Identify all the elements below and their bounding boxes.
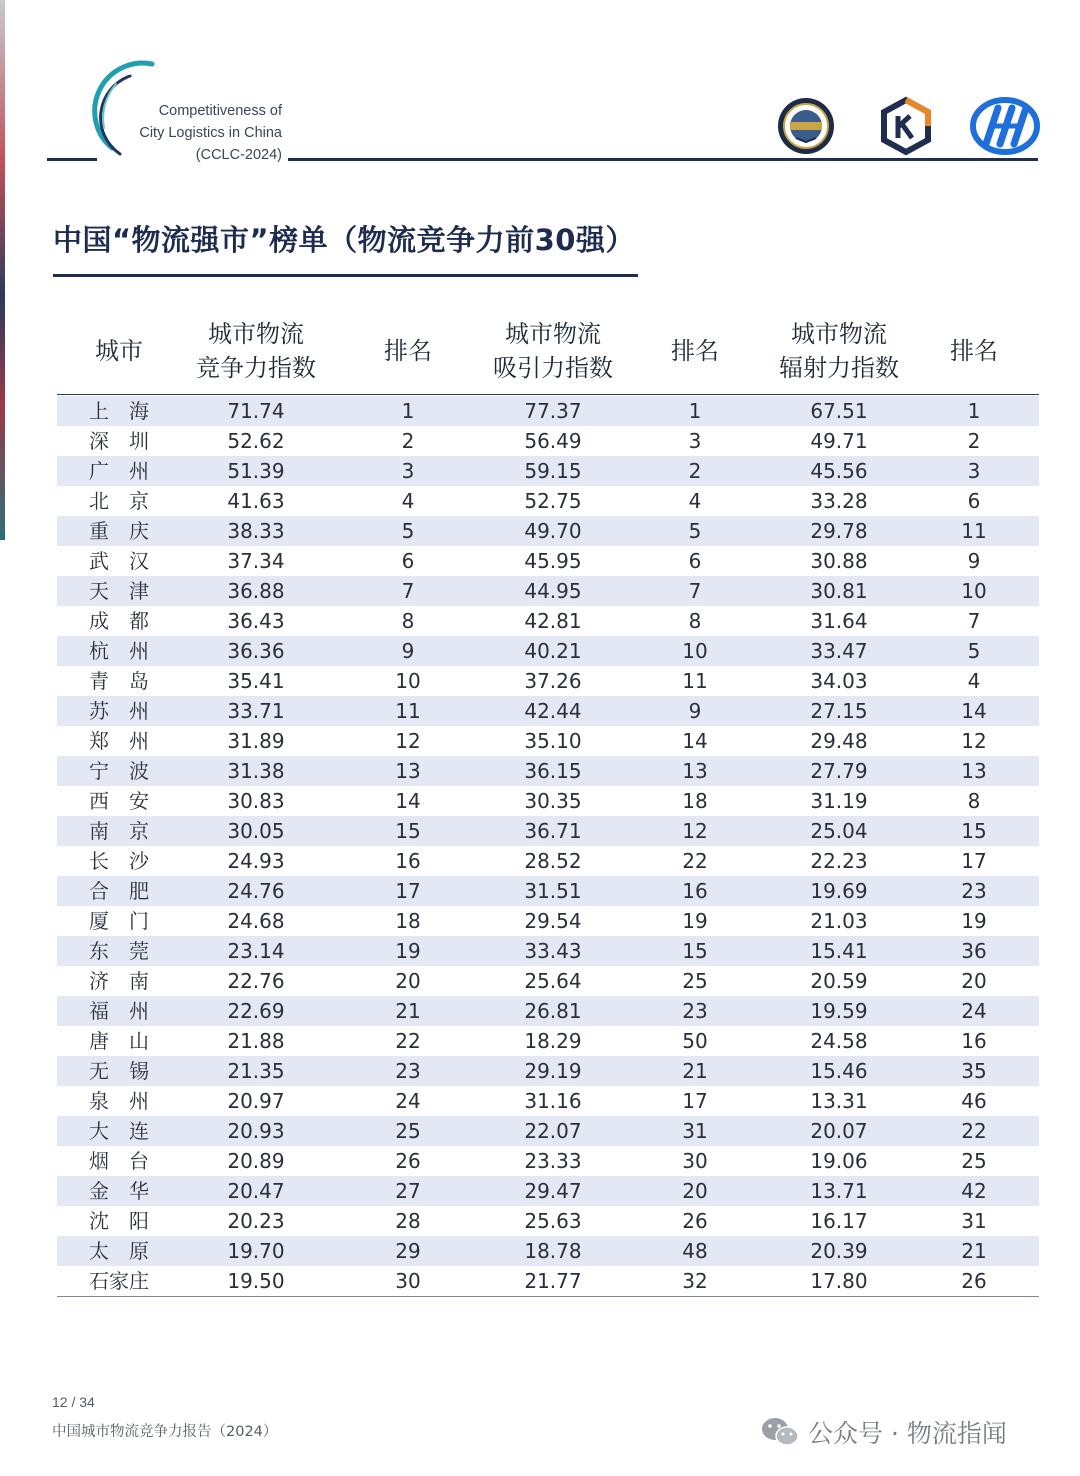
cell-rank-2: 20 <box>682 1179 708 1203</box>
cell-attraction: 56.49 <box>524 429 582 453</box>
cell-rank-3: 36 <box>961 939 987 963</box>
cell-city: 济 南 <box>89 969 149 993</box>
cell-rank-1: 23 <box>395 1059 421 1083</box>
cell-competitiveness: 41.63 <box>227 489 285 513</box>
cell-competitiveness: 20.97 <box>227 1089 285 1113</box>
cell-attraction: 25.63 <box>524 1209 582 1233</box>
hexagon-kj-logo <box>876 96 936 156</box>
round-seal-logo <box>776 96 836 156</box>
title-underline <box>53 274 638 277</box>
cell-city: 武 汉 <box>89 549 149 573</box>
cell-attraction: 29.54 <box>524 909 582 933</box>
cell-rank-2: 8 <box>688 609 702 633</box>
cell-attraction: 21.77 <box>524 1269 582 1293</box>
cell-attraction: 23.33 <box>524 1149 582 1173</box>
table-row <box>57 696 1039 726</box>
table-row <box>57 546 1039 576</box>
cell-rank-1: 24 <box>395 1089 421 1113</box>
header-rank-1: 排名 <box>384 337 432 365</box>
cell-radiation: 22.23 <box>810 849 868 873</box>
table-row <box>57 786 1039 816</box>
cell-rank-3: 25 <box>961 1149 987 1173</box>
cell-rank-1: 15 <box>395 819 421 843</box>
cell-rank-3: 46 <box>961 1089 987 1113</box>
table-row <box>57 966 1039 996</box>
cell-city: 天 津 <box>89 579 149 603</box>
cell-rank-3: 31 <box>961 1209 987 1233</box>
cell-radiation: 25.04 <box>810 819 868 843</box>
cell-rank-1: 21 <box>395 999 421 1023</box>
table-row <box>57 396 1039 426</box>
table-row <box>57 1116 1039 1146</box>
cell-attraction: 44.95 <box>524 579 582 603</box>
cell-rank-2: 16 <box>682 879 708 903</box>
cell-city: 杭 州 <box>89 639 149 663</box>
cell-city: 合 肥 <box>89 879 149 903</box>
report-name: 中国城市物流竞争力报告（2024） <box>52 1424 278 1440</box>
cell-rank-3: 19 <box>961 909 987 933</box>
watermark-text: 公众号 · 物流指闻 <box>808 1419 1007 1448</box>
cell-radiation: 34.03 <box>810 669 868 693</box>
cell-competitiveness: 20.47 <box>227 1179 285 1203</box>
table-row <box>57 816 1039 846</box>
cell-attraction: 29.47 <box>524 1179 582 1203</box>
cell-competitiveness: 31.38 <box>227 759 285 783</box>
cell-city: 青 岛 <box>89 669 149 693</box>
table-row <box>57 846 1039 876</box>
cell-rank-3: 5 <box>967 639 981 663</box>
wechat-icon <box>760 1415 800 1449</box>
cell-rank-3: 1 <box>967 399 981 423</box>
brand-line-1: Competitiveness of <box>158 103 282 119</box>
page-title: 中国“物流强市”榜单（物流竞争力前30强） <box>53 223 635 257</box>
cell-radiation: 31.19 <box>810 789 868 813</box>
cell-attraction: 31.51 <box>524 879 582 903</box>
cell-competitiveness: 33.71 <box>227 699 285 723</box>
cell-competitiveness: 38.33 <box>227 519 285 543</box>
cell-radiation: 19.69 <box>810 879 868 903</box>
header-city: 城市 <box>95 337 143 365</box>
cell-attraction: 49.70 <box>524 519 582 543</box>
header-rank-2: 排名 <box>671 337 719 365</box>
cell-competitiveness: 19.50 <box>227 1269 285 1293</box>
cell-rank-2: 12 <box>682 819 708 843</box>
cell-rank-1: 2 <box>401 429 415 453</box>
cell-radiation: 20.07 <box>810 1119 868 1143</box>
cell-competitiveness: 22.76 <box>227 969 285 993</box>
cell-competitiveness: 36.36 <box>227 639 285 663</box>
cell-rank-2: 3 <box>688 429 702 453</box>
cell-attraction: 77.37 <box>524 399 582 423</box>
cell-radiation: 19.06 <box>810 1149 868 1173</box>
cell-rank-3: 11 <box>961 519 987 543</box>
watermark <box>760 1414 1007 1450</box>
cell-city: 厦 门 <box>89 909 149 933</box>
cell-rank-1: 20 <box>395 969 421 993</box>
cell-rank-2: 22 <box>682 849 708 873</box>
cell-city: 上 海 <box>89 399 149 423</box>
cell-rank-3: 2 <box>967 429 981 453</box>
cell-radiation: 31.64 <box>810 609 868 633</box>
page-number: 12 / 34 <box>52 1394 95 1410</box>
table-body <box>57 396 1039 1297</box>
header-divider <box>57 394 1039 395</box>
table-row <box>57 666 1039 696</box>
cell-rank-1: 11 <box>395 699 421 723</box>
cell-rank-3: 10 <box>961 579 987 603</box>
cell-attraction: 30.35 <box>524 789 582 813</box>
cell-rank-2: 9 <box>688 699 702 723</box>
cell-rank-2: 25 <box>682 969 708 993</box>
cell-city: 东 莞 <box>89 939 149 963</box>
cell-rank-3: 16 <box>961 1029 987 1053</box>
cell-competitiveness: 20.23 <box>227 1209 285 1233</box>
cell-competitiveness: 24.93 <box>227 849 285 873</box>
cell-radiation: 27.79 <box>810 759 868 783</box>
cell-attraction: 59.15 <box>524 459 582 483</box>
cell-rank-2: 14 <box>682 729 708 753</box>
cell-attraction: 35.10 <box>524 729 582 753</box>
cell-competitiveness: 24.76 <box>227 879 285 903</box>
brand-text <box>132 100 282 166</box>
cell-rank-3: 23 <box>961 879 987 903</box>
cell-attraction: 18.78 <box>524 1239 582 1263</box>
cell-radiation: 30.88 <box>810 549 868 573</box>
cell-rank-2: 1 <box>688 399 702 423</box>
cell-competitiveness: 21.35 <box>227 1059 285 1083</box>
cell-rank-1: 16 <box>395 849 421 873</box>
table-row <box>57 1086 1039 1116</box>
cell-rank-2: 13 <box>682 759 708 783</box>
cell-city: 深 圳 <box>89 429 149 453</box>
cell-city: 唐 山 <box>89 1029 149 1053</box>
cell-city: 石家庄 <box>89 1269 149 1293</box>
cell-city: 苏 州 <box>89 699 149 723</box>
cell-rank-3: 26 <box>961 1269 987 1293</box>
cell-competitiveness: 35.41 <box>227 669 285 693</box>
cell-radiation: 17.80 <box>810 1269 868 1293</box>
cell-attraction: 33.43 <box>524 939 582 963</box>
cell-rank-3: 20 <box>961 969 987 993</box>
cell-competitiveness: 30.05 <box>227 819 285 843</box>
table-row <box>57 876 1039 906</box>
cell-rank-2: 7 <box>688 579 702 603</box>
ranking-table <box>57 306 1039 1293</box>
cell-competitiveness: 51.39 <box>227 459 285 483</box>
cell-radiation: 20.39 <box>810 1239 868 1263</box>
cell-radiation: 30.81 <box>810 579 868 603</box>
cell-radiation: 49.71 <box>810 429 868 453</box>
cell-rank-1: 13 <box>395 759 421 783</box>
table-row <box>57 456 1039 486</box>
cell-rank-3: 9 <box>967 549 981 573</box>
cell-rank-2: 19 <box>682 909 708 933</box>
cell-competitiveness: 21.88 <box>227 1029 285 1053</box>
cell-rank-2: 4 <box>688 489 702 513</box>
cell-radiation: 16.17 <box>810 1209 868 1233</box>
cell-city: 长 沙 <box>89 849 149 873</box>
cell-radiation: 13.71 <box>810 1179 868 1203</box>
cell-rank-3: 14 <box>961 699 987 723</box>
cell-competitiveness: 20.89 <box>227 1149 285 1173</box>
cell-attraction: 28.52 <box>524 849 582 873</box>
cell-rank-1: 6 <box>401 549 415 573</box>
cell-attraction: 36.15 <box>524 759 582 783</box>
cell-radiation: 45.56 <box>810 459 868 483</box>
cell-competitiveness: 37.34 <box>227 549 285 573</box>
cell-city: 南 京 <box>89 819 149 843</box>
brand-line-2: City Logistics in China <box>139 125 282 141</box>
cell-rank-1: 26 <box>395 1149 421 1173</box>
cell-city: 太 原 <box>89 1239 149 1263</box>
table-row <box>57 1266 1039 1297</box>
table-row <box>57 576 1039 606</box>
cell-city: 重 庆 <box>89 519 149 543</box>
table-row <box>57 1026 1039 1056</box>
cell-rank-2: 31 <box>682 1119 708 1143</box>
cell-rank-1: 18 <box>395 909 421 933</box>
cell-rank-2: 21 <box>682 1059 708 1083</box>
header-radiation: 城市物流 辐射力指数 <box>779 320 899 382</box>
cell-radiation: 21.03 <box>810 909 868 933</box>
cell-competitiveness: 71.74 <box>227 399 285 423</box>
cell-radiation: 15.41 <box>810 939 868 963</box>
cell-radiation: 33.47 <box>810 639 868 663</box>
cell-city: 大 连 <box>89 1119 149 1143</box>
cell-rank-1: 7 <box>401 579 415 603</box>
table-row <box>57 756 1039 786</box>
cell-rank-2: 2 <box>688 459 702 483</box>
cell-attraction: 37.26 <box>524 669 582 693</box>
cell-rank-2: 5 <box>688 519 702 543</box>
cell-rank-1: 4 <box>401 489 415 513</box>
cell-city: 泉 州 <box>89 1089 149 1113</box>
cell-rank-1: 30 <box>395 1269 421 1293</box>
brand-line-3: (CCLC-2024) <box>195 147 282 163</box>
cell-rank-1: 10 <box>395 669 421 693</box>
cell-attraction: 26.81 <box>524 999 582 1023</box>
header-rule-right <box>288 158 1038 161</box>
cell-radiation: 13.31 <box>810 1089 868 1113</box>
cell-rank-3: 42 <box>961 1179 987 1203</box>
cell-rank-1: 14 <box>395 789 421 813</box>
cell-attraction: 42.81 <box>524 609 582 633</box>
cell-radiation: 24.58 <box>810 1029 868 1053</box>
cell-attraction: 45.95 <box>524 549 582 573</box>
cell-city: 烟 台 <box>89 1149 149 1173</box>
cell-competitiveness: 19.70 <box>227 1239 285 1263</box>
cell-rank-1: 1 <box>401 399 415 423</box>
cell-attraction: 36.71 <box>524 819 582 843</box>
cell-competitiveness: 36.88 <box>227 579 285 603</box>
cell-radiation: 33.28 <box>810 489 868 513</box>
table-row <box>57 486 1039 516</box>
cell-city: 广 州 <box>89 459 149 483</box>
blue-circle-logo <box>970 96 1040 156</box>
cell-rank-3: 12 <box>961 729 987 753</box>
table-header <box>57 306 1039 396</box>
cell-rank-2: 11 <box>682 669 708 693</box>
cell-rank-2: 10 <box>682 639 708 663</box>
cell-competitiveness: 31.89 <box>227 729 285 753</box>
cell-rank-3: 7 <box>967 609 981 633</box>
table-row <box>57 1206 1039 1236</box>
cell-competitiveness: 30.83 <box>227 789 285 813</box>
cell-city: 成 都 <box>89 609 149 633</box>
cell-radiation: 29.78 <box>810 519 868 543</box>
header-rank-3: 排名 <box>950 337 998 365</box>
cell-rank-2: 30 <box>682 1149 708 1173</box>
cell-rank-2: 26 <box>682 1209 708 1233</box>
table-row <box>57 516 1039 546</box>
cell-rank-3: 24 <box>961 999 987 1023</box>
cell-radiation: 67.51 <box>810 399 868 423</box>
table-row <box>57 1236 1039 1266</box>
cell-attraction: 52.75 <box>524 489 582 513</box>
cell-radiation: 20.59 <box>810 969 868 993</box>
cell-city: 沈 阳 <box>89 1209 149 1233</box>
cell-rank-1: 3 <box>401 459 415 483</box>
table-row <box>57 1176 1039 1206</box>
cell-rank-2: 18 <box>682 789 708 813</box>
cell-attraction: 40.21 <box>524 639 582 663</box>
cell-competitiveness: 52.62 <box>227 429 285 453</box>
table-row <box>57 606 1039 636</box>
table-row <box>57 426 1039 456</box>
cell-rank-1: 17 <box>395 879 421 903</box>
cell-rank-3: 8 <box>967 789 981 813</box>
table-row <box>57 996 1039 1026</box>
cell-rank-3: 6 <box>967 489 981 513</box>
cell-city: 北 京 <box>89 489 149 513</box>
cell-rank-1: 9 <box>401 639 415 663</box>
cell-rank-3: 15 <box>961 819 987 843</box>
cell-rank-3: 3 <box>967 459 981 483</box>
cell-rank-1: 8 <box>401 609 415 633</box>
cell-city: 无 锡 <box>89 1059 149 1083</box>
cell-attraction: 31.16 <box>524 1089 582 1113</box>
cell-radiation: 15.46 <box>810 1059 868 1083</box>
cell-attraction: 29.19 <box>524 1059 582 1083</box>
cell-competitiveness: 24.68 <box>227 909 285 933</box>
cell-rank-1: 22 <box>395 1029 421 1053</box>
cell-rank-3: 13 <box>961 759 987 783</box>
cell-attraction: 25.64 <box>524 969 582 993</box>
cell-rank-2: 50 <box>682 1029 708 1053</box>
cell-rank-3: 17 <box>961 849 987 873</box>
cell-attraction: 18.29 <box>524 1029 582 1053</box>
cell-competitiveness: 20.93 <box>227 1119 285 1143</box>
cell-rank-3: 21 <box>961 1239 987 1263</box>
table-row <box>57 726 1039 756</box>
cell-rank-2: 48 <box>682 1239 708 1263</box>
cell-city: 西 安 <box>89 789 149 813</box>
table-row <box>57 1056 1039 1086</box>
cell-rank-3: 35 <box>961 1059 987 1083</box>
table-row <box>57 936 1039 966</box>
cell-rank-2: 32 <box>682 1269 708 1293</box>
header-attraction: 城市物流 吸引力指数 <box>493 320 613 382</box>
table-row <box>57 906 1039 936</box>
cell-rank-3: 22 <box>961 1119 987 1143</box>
header-competitiveness: 城市物流 竞争力指数 <box>196 320 316 382</box>
cell-rank-2: 23 <box>682 999 708 1023</box>
cell-rank-1: 28 <box>395 1209 421 1233</box>
cell-rank-1: 29 <box>395 1239 421 1263</box>
cell-competitiveness: 23.14 <box>227 939 285 963</box>
page-header <box>0 0 1080 175</box>
cell-radiation: 27.15 <box>810 699 868 723</box>
cell-radiation: 29.48 <box>810 729 868 753</box>
cell-city: 郑 州 <box>89 729 149 753</box>
cell-attraction: 42.44 <box>524 699 582 723</box>
table-row <box>57 636 1039 666</box>
cell-rank-2: 17 <box>682 1089 708 1113</box>
cell-competitiveness: 36.43 <box>227 609 285 633</box>
cell-rank-2: 15 <box>682 939 708 963</box>
cell-rank-1: 19 <box>395 939 421 963</box>
cell-attraction: 22.07 <box>524 1119 582 1143</box>
cell-city: 金 华 <box>89 1179 149 1203</box>
cell-radiation: 19.59 <box>810 999 868 1023</box>
cell-city: 福 州 <box>89 999 149 1023</box>
cell-rank-1: 25 <box>395 1119 421 1143</box>
cell-rank-3: 4 <box>967 669 981 693</box>
cell-competitiveness: 22.69 <box>227 999 285 1023</box>
cell-rank-1: 27 <box>395 1179 421 1203</box>
cell-rank-2: 6 <box>688 549 702 573</box>
header-rule-left <box>47 158 97 161</box>
table-row <box>57 1146 1039 1176</box>
cell-rank-1: 12 <box>395 729 421 753</box>
cell-rank-1: 5 <box>401 519 415 543</box>
cell-city: 宁 波 <box>89 759 149 783</box>
